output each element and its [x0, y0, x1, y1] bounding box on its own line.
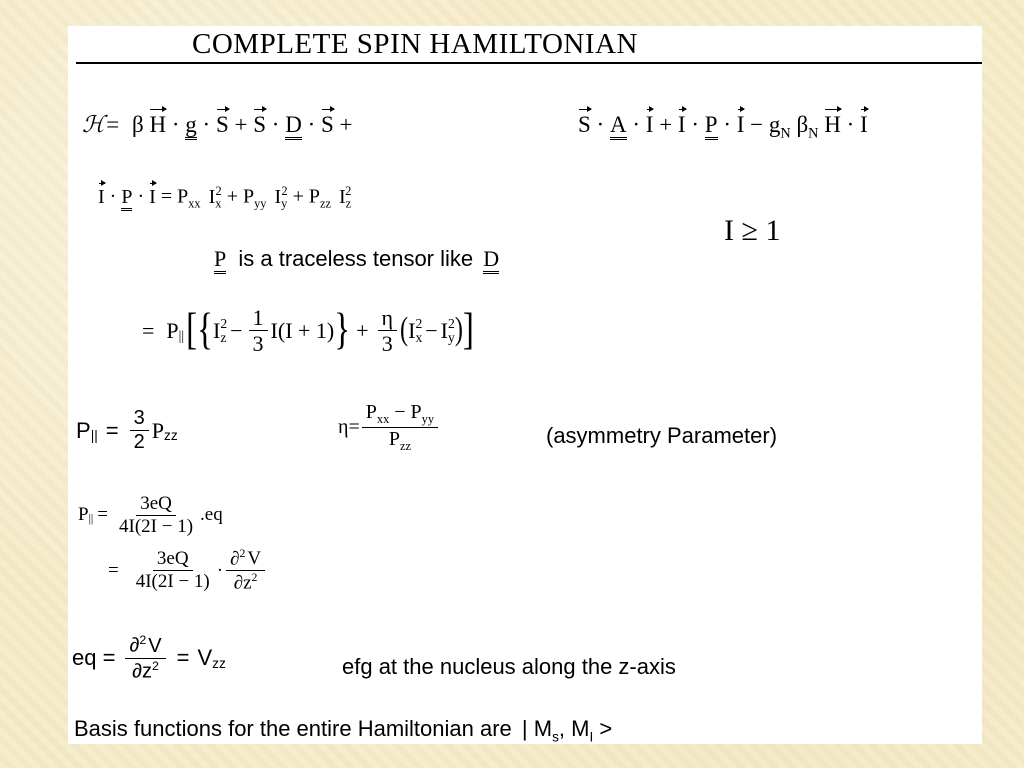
bracket-left: [ — [186, 305, 198, 355]
p-eq-line-2: = $\frac{3eQ}{4I(2I - 1)}$ · $\frac{\partial^2 V}{\partial z^2}$ — [108, 548, 268, 594]
slide — [68, 26, 982, 744]
title-divider — [76, 62, 982, 64]
g-tensor: g — [185, 113, 197, 140]
bracket-right: ] — [462, 305, 474, 355]
p-tensor: P — [705, 113, 718, 140]
p-expansion: = P $_{||}$ [ { I 2 z − $\frac{1}{3}$ I(I + 1) } + $\frac{\eta}{3}$ ( I 2 x − I 2 y ) ] — [142, 305, 474, 357]
p-eq-line-1: P $_{||}$ = $\frac{3eQ}{4I(2I - 1)}$ .eq — [78, 493, 223, 537]
p-parallel-definition: P $_{||}$ = $\frac{3}{2}$ P $_{zz}$ — [76, 407, 178, 453]
eta-third-fraction: $\frac{\eta}{3}$ — [378, 306, 398, 355]
quadrupole-term: $I \cdot P \cdot I = P_{xx}$ $I_x^2 + P_{yy}$ $I_y^2 + P_{zz}$ $I_z^2$ — [98, 184, 352, 211]
field-vector: H — [149, 112, 167, 137]
a-tensor: A — [610, 113, 627, 140]
traceless-note: P is a traceless tensor like D — [214, 246, 499, 274]
basis-functions-statement: Basis functions for the entire Hamiltonian are | $M_s$, $M_I$ > — [74, 716, 613, 745]
efg-description: efg at the nucleus along the z-axis — [342, 654, 676, 679]
eta-definition: η= $\frac{P_{xx} - P_{yy}}{P_{zz}}$ — [338, 402, 441, 453]
spin-condition: I ≥ 1 — [724, 214, 781, 247]
brace-left: { — [197, 305, 213, 355]
d-tensor: D — [285, 113, 302, 140]
one-third-fraction: $\frac{1}{3}$ — [249, 306, 268, 355]
hamiltonian-equation-right: $S \cdot A \cdot I + I \cdot P \cdot I - g_N$ $\beta_N$ H · I — [578, 112, 868, 142]
brace-right: } — [334, 305, 351, 355]
hamiltonian-symbol: ℋ= — [82, 112, 121, 137]
hamiltonian-equation: ℋ= β H · g · S + S · D · S + — [82, 112, 353, 140]
efg-definition: eq = $\frac{\partial^2 V}{\partial z^2}$ = V $_{zz}$ — [72, 633, 226, 683]
slide-title: COMPLETE SPIN HAMILTONIAN — [192, 28, 638, 60]
asymmetry-note: (asymmetry Parameter) — [546, 423, 778, 448]
